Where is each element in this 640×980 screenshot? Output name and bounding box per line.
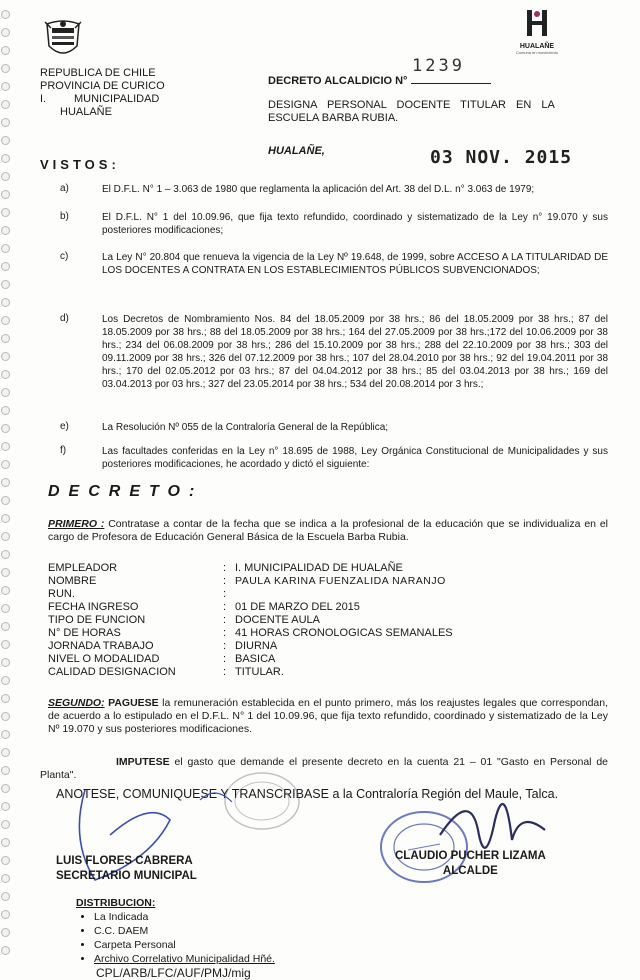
secretary-name: LUIS FLORES CABRERA (56, 855, 193, 867)
punch-hole (1, 532, 10, 541)
punch-hole (1, 244, 10, 253)
punch-hole (1, 514, 10, 523)
punch-hole (1, 748, 10, 757)
punch-hole (1, 730, 10, 739)
punch-hole (1, 154, 10, 163)
vistos-list (60, 183, 608, 475)
punch-hole (1, 766, 10, 775)
punch-hole (1, 352, 10, 361)
punch-hole (1, 928, 10, 937)
punch-hole (1, 10, 10, 19)
punch-hole (1, 316, 10, 325)
field-row: NIVEL O MODALIDAD : BASICA (48, 653, 276, 665)
imputese-text: el gasto que demande el presente decreto en la cuenta 21 – 01 "Gasto en Personal de Planta". (40, 756, 608, 781)
punch-hole (1, 676, 10, 685)
field-row: EMPLEADOR : I. MUNICIPALIDAD DE HUALAÑE (48, 562, 403, 574)
distribution-item: • Carpeta Personal (94, 938, 356, 952)
punch-hole (1, 28, 10, 37)
distribution-block (76, 896, 356, 980)
punch-hole (1, 658, 10, 667)
segundo-paragraph (48, 697, 608, 736)
punch-hole (1, 388, 10, 397)
decree-label: DECRETO ALCALDICIO N° (268, 75, 491, 87)
mayor-signature-block (395, 849, 546, 879)
punch-hole (1, 496, 10, 505)
vistos-item-f: f) Las facultades conferidas en la Ley n° 18.695 de 1988, Ley Orgánica Constitucional de Municipalidades y sus posteriores modificaciones, he acordado y dictó el siguiente: (60, 445, 608, 470)
anotese-line: ANOTESE, COMUNIQUESE Y TRANSCRIBASE a la Contraloría Región del Maule, Talca. (56, 787, 559, 801)
employee-fields (48, 562, 608, 679)
segundo-keyword: PAGUESE (108, 697, 159, 709)
initials-line: CPL/ARB/LFC/AUF/PMJ/mig (96, 966, 251, 980)
vistos-item-b: b) El D.F.L. N° 1 del 10.09.96, que fija texto refundido, coordinado y sistematizado de la Ley n° 19.070 y sus posteriores modificaciones; (60, 211, 608, 236)
mayor-title: ALCALDE (442, 865, 498, 877)
distribution-item: • Archivo Correlativo Municipalidad Hñé. (94, 952, 356, 966)
punched-holes (0, 10, 10, 970)
punch-hole (1, 892, 10, 901)
punch-hole (1, 784, 10, 793)
decree-subject: DESIGNA PERSONAL DOCENTE TITULAR EN LA ESCUELA BARBA RUBIA. (268, 99, 555, 124)
punch-hole (1, 640, 10, 649)
punch-hole (1, 460, 10, 469)
vistos-item-a: a) El D.F.L. N° 1 – 3.063 de 1980 que reglamenta la aplicación del Art. 38 del D.L. n° 3.063 de 1979; (60, 183, 535, 195)
imputese-paragraph (40, 756, 608, 782)
punch-hole (1, 136, 10, 145)
punch-hole (1, 262, 10, 271)
decreto-heading: DECRETO: (48, 483, 204, 500)
distribution-item: • La Indicada (94, 910, 356, 924)
punch-hole (1, 208, 10, 217)
punch-hole (1, 190, 10, 199)
punch-hole (1, 442, 10, 451)
punch-hole (1, 838, 10, 847)
field-row: JORNADA TRABAJO : DIURNA (48, 640, 278, 652)
punch-hole (1, 118, 10, 127)
distribution-list (76, 910, 356, 966)
punch-hole (1, 910, 10, 919)
decree-place: HUALAÑE, (268, 145, 325, 157)
field-row: TIPO DE FUNCION : DOCENTE AULA (48, 614, 320, 626)
municipality-line: I. MUNICIPALIDAD (40, 93, 160, 105)
province-line: PROVINCIA DE CURICO (40, 80, 165, 92)
secretary-title: SECRETARIO MUNICIPAL (56, 870, 197, 882)
vistos-item-e: e) La Resolución Nº 055 de la Contraloría General de la República; (60, 421, 389, 433)
punch-hole (1, 550, 10, 559)
punch-hole (1, 64, 10, 73)
punch-hole (1, 46, 10, 55)
imputese-keyword: IMPUTESE (116, 756, 170, 768)
vistos-heading: VISTOS: (40, 157, 120, 172)
punch-hole (1, 298, 10, 307)
hualane-logo-icon (524, 8, 550, 38)
punch-hole (1, 694, 10, 703)
field-row: RUN. : (48, 588, 227, 600)
primero-label: PRIMERO : (48, 518, 105, 530)
field-row: FECHA INGRESO : 01 DE MARZO DEL 2015 (48, 601, 360, 613)
punch-hole (1, 82, 10, 91)
punch-hole (1, 622, 10, 631)
punch-hole (1, 226, 10, 235)
punch-hole (1, 424, 10, 433)
field-row: N° DE HORAS : 41 HORAS CRONOLOGICAS SEMANALES (48, 627, 453, 639)
punch-hole (1, 874, 10, 883)
secretary-signature-block (56, 854, 197, 884)
republic-line: REPUBLICA DE CHILE (40, 67, 156, 79)
punch-hole (1, 280, 10, 289)
punch-hole (1, 172, 10, 181)
punch-hole (1, 586, 10, 595)
punch-hole (1, 712, 10, 721)
distribution-heading: DISTRIBUCION: (76, 897, 156, 909)
segundo-text: la remuneración establecida en el punto primero, más los reajustes legales que correspondan, de acuerdo a lo estipulado en el D.F.L. N° 1 del 10.09.96, que fija texto refundido, coordinado y sistematizado de la Ley Nº 19.070 y sus posteriores modificaciones. (48, 697, 609, 735)
punch-hole (1, 478, 10, 487)
commune-line: HUALAÑE (60, 106, 112, 118)
issuer-block (40, 67, 220, 119)
coat-of-arms-icon (43, 18, 83, 60)
field-row: NOMBRE : PAULA KARINA FUENZALIDA NARANJO (48, 575, 446, 587)
distribution-item: • C.C. DAEM (94, 924, 356, 938)
vistos-item-d: d) Los Decretos de Nombramiento Nos. 84 del 18.05.2009 por 38 hrs.; 86 del 18.05.2009 por 38 hrs.; 87 del 18.05.2009 por 38 hrs.; 88 del 18.05.2009 por 38 hrs.; 164 del 27.05.2009 por 38 hrs.;172 del 10.06.2009 por 38 hrs.; 234 del 06.08.2009 por 38 hrs.; 286 del 15.10.2009 por 38 hrs.; 288 del 22.10.2009 por 38 hrs.; 303 del 09.11.2009 por 38 hrs.; 326 del 07.12.2009 por 38 hrs.; 107 del 28.04.2010 por 38 hrs.; 92 del 19.04.2011 por 38 hrs.; 170 del 02.05.2012 por 03 hrs.; 87 del 04.04.2012 por 38 hrs.; 85 del 03.04.2013 por 38 hrs.; 169 del 03.04.2013 por 03 hrs.; 327 del 23.05.2014 por 38 hrs.; 534 del 20.08.2014 por 3 hrs.; (60, 313, 608, 390)
vistos-item-c: c) La Ley N° 20.804 que renueva la vigencia de la Ley Nº 19.648, de 1999, sobre ACCESO A LA TITULARIDAD DE LOS DOCENTES A CONTRATA EN LOS ESTABLECIMIENTOS PÚBLICOS SUBVENCIONADOS; (60, 251, 608, 276)
punch-hole (1, 802, 10, 811)
decree-date-stamp: 03 NOV. 2015 (430, 147, 573, 168)
punch-hole (1, 100, 10, 109)
mayor-name: CLAUDIO PUCHER LIZAMA (395, 850, 546, 862)
punch-hole (1, 946, 10, 955)
secretary-seal-icon (222, 770, 302, 832)
decree-number-stamp: 1239 (412, 56, 465, 76)
punch-hole (1, 568, 10, 577)
field-row: CALIDAD DESIGNACION : TITULAR. (48, 666, 284, 678)
punch-hole (1, 334, 10, 343)
punch-hole (1, 370, 10, 379)
punch-hole (1, 856, 10, 865)
punch-hole (1, 406, 10, 415)
segundo-label: SEGUNDO: (48, 697, 105, 709)
hualane-logo: HUALAÑE Comuna en movimiento (512, 8, 562, 55)
primero-paragraph (48, 518, 608, 544)
punch-hole (1, 604, 10, 613)
punch-hole (1, 820, 10, 829)
primero-text: Contratase a contar de la fecha que se indica a la profesional de la educación que se individualiza en el cargo de Profesora de Educación General Básica de la Escuela Barba Rubia. (48, 518, 609, 543)
